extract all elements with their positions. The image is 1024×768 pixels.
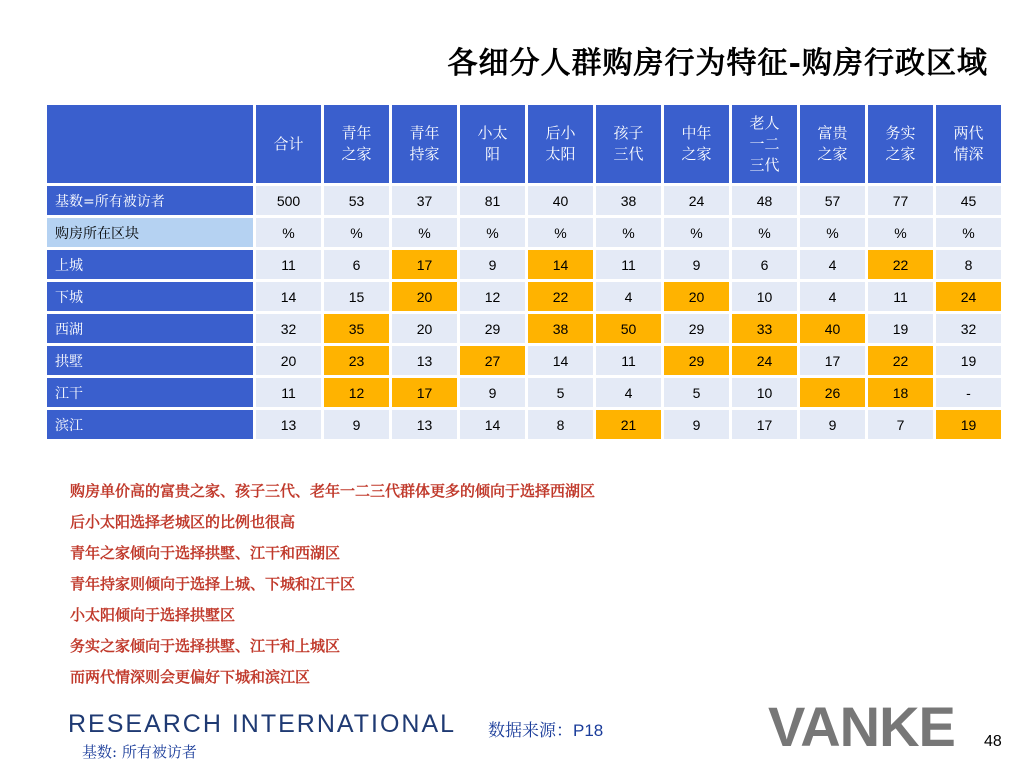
table-cell: 9: [800, 410, 865, 439]
table-row: [47, 346, 1001, 375]
table-cell: %: [392, 218, 457, 247]
table-cell: 4: [596, 378, 661, 407]
table-cell: 9: [324, 410, 389, 439]
table-cell: 53: [324, 186, 389, 215]
table-body: [47, 186, 1001, 439]
column-header: 两代 情深: [936, 105, 1001, 183]
table-cell: 45: [936, 186, 1001, 215]
table-cell: 6: [324, 250, 389, 279]
table-cell: %: [732, 218, 797, 247]
table-cell: %: [596, 218, 661, 247]
finding-item: 购房单价高的富贵之家、孩子三代、老年一二三代群体更多的倾向于选择西湖区: [70, 482, 596, 500]
table-cell: 17: [732, 410, 797, 439]
table-cell: 81: [460, 186, 525, 215]
finding-item: 而两代情深则会更偏好下城和滨江区: [70, 668, 311, 686]
table-cell: 26: [800, 378, 865, 407]
finding-item: 后小太阳选择老城区的比例也很高: [70, 513, 296, 531]
table-cell: 13: [392, 346, 457, 375]
table-cell: 77: [868, 186, 933, 215]
table-cell: 23: [324, 346, 389, 375]
table-cell: 8: [936, 250, 1001, 279]
column-header: 青年 持家: [392, 105, 457, 183]
table-cell: 19: [936, 346, 1001, 375]
table-cell: 22: [868, 346, 933, 375]
table-cell: 13: [392, 410, 457, 439]
table-cell: 29: [664, 346, 729, 375]
vanke-logo: VANKE: [768, 695, 955, 758]
table-cell: 6: [732, 250, 797, 279]
source-label: 数据来源：: [488, 721, 573, 741]
base-note: 基数: 所有被访者: [82, 743, 197, 761]
table-cell: 24: [664, 186, 729, 215]
table-cell: 32: [256, 314, 321, 343]
table-cell: %: [868, 218, 933, 247]
column-header: 合计: [256, 105, 321, 183]
table-cell: 17: [392, 250, 457, 279]
page-number: 48: [984, 733, 1002, 750]
row-label: 上城: [47, 250, 253, 279]
table-cell: 48: [732, 186, 797, 215]
finding-item: 务实之家倾向于选择拱墅、江干和上城区: [70, 637, 341, 655]
table-cell: %: [800, 218, 865, 247]
table-cell: 7: [868, 410, 933, 439]
table-cell: 17: [392, 378, 457, 407]
row-label: 江干: [47, 378, 253, 407]
page-title: 各细分人群购房行为特征-购房行政区域: [447, 46, 988, 81]
table-cell: %: [936, 218, 1001, 247]
table-cell: %: [256, 218, 321, 247]
segment-district-table: [44, 102, 1004, 442]
table-cell: 14: [256, 282, 321, 311]
table-cell: 5: [664, 378, 729, 407]
table-cell: 11: [256, 378, 321, 407]
column-header: 小太 阳: [460, 105, 525, 183]
table-cell: 19: [936, 410, 1001, 439]
table-cell: 12: [460, 282, 525, 311]
table-cell: 57: [800, 186, 865, 215]
table-cell: 40: [528, 186, 593, 215]
table-cell: 12: [324, 378, 389, 407]
table-cell: 22: [868, 250, 933, 279]
table-cell: 17: [800, 346, 865, 375]
table-cell: 10: [732, 282, 797, 311]
table-cell: 11: [596, 250, 661, 279]
row-label: 西湖: [47, 314, 253, 343]
table-cell: 35: [324, 314, 389, 343]
table-cell: %: [664, 218, 729, 247]
table-cell: 4: [800, 282, 865, 311]
finding-item: 小太阳倾向于选择拱墅区: [70, 606, 236, 624]
row-label: 下城: [47, 282, 253, 311]
column-header: 富贵 之家: [800, 105, 865, 183]
table-row: [47, 250, 1001, 279]
table-cell: 11: [596, 346, 661, 375]
table-cell: 9: [664, 410, 729, 439]
table-row: [47, 186, 1001, 215]
table-cell: 27: [460, 346, 525, 375]
table-cell: 9: [664, 250, 729, 279]
table-row: [47, 282, 1001, 311]
column-header: 青年 之家: [324, 105, 389, 183]
row-label: 购房所在区块: [47, 218, 253, 247]
column-header: 中年 之家: [664, 105, 729, 183]
finding-item: 青年之家倾向于选择拱墅、江干和西湖区: [70, 544, 341, 562]
table-cell: 29: [664, 314, 729, 343]
finding-item: 青年持家则倾向于选择上城、下城和江干区: [70, 575, 356, 593]
table-cell: 38: [596, 186, 661, 215]
table-cell: 20: [392, 314, 457, 343]
table-cell: 13: [256, 410, 321, 439]
table-cell: 14: [528, 250, 593, 279]
table-cell: 24: [732, 346, 797, 375]
table-cell: 4: [800, 250, 865, 279]
table-row: [47, 314, 1001, 343]
table-cell: 18: [868, 378, 933, 407]
table-cell: 37: [392, 186, 457, 215]
table-cell: 19: [868, 314, 933, 343]
table-cell: 9: [460, 378, 525, 407]
column-header: 老人 一二 三代: [732, 105, 797, 183]
table-cell: 500: [256, 186, 321, 215]
table-cell: 20: [256, 346, 321, 375]
table-cell: 15: [324, 282, 389, 311]
row-label: 滨江: [47, 410, 253, 439]
table-cell: 29: [460, 314, 525, 343]
data-source: [488, 716, 603, 741]
row-label: 基数=所有被访者: [47, 186, 253, 215]
table-cell: 50: [596, 314, 661, 343]
table-row: [47, 218, 1001, 247]
table-cell: 33: [732, 314, 797, 343]
table-cell: 8: [528, 410, 593, 439]
column-header: 孩子 三代: [596, 105, 661, 183]
table-cell: 14: [460, 410, 525, 439]
column-header: 后小 太阳: [528, 105, 593, 183]
table-cell: 21: [596, 410, 661, 439]
source-page: P18: [573, 721, 604, 740]
table-cell: 5: [528, 378, 593, 407]
table-cell: %: [460, 218, 525, 247]
table-cell: 20: [392, 282, 457, 311]
table-cell: 40: [800, 314, 865, 343]
table-cell: -: [936, 378, 1001, 407]
table-cell: 9: [460, 250, 525, 279]
row-label: 拱墅: [47, 346, 253, 375]
table-cell: %: [528, 218, 593, 247]
table-cell: 20: [664, 282, 729, 311]
table-cell: 4: [596, 282, 661, 311]
column-header: 务实 之家: [868, 105, 933, 183]
table-row: [47, 410, 1001, 439]
header-corner: [47, 105, 253, 183]
header-row: [47, 105, 1001, 183]
table-cell: 38: [528, 314, 593, 343]
table-cell: %: [324, 218, 389, 247]
table-cell: 32: [936, 314, 1001, 343]
table-header: [47, 105, 1001, 183]
table-cell: 11: [868, 282, 933, 311]
table-cell: 10: [732, 378, 797, 407]
table-cell: 24: [936, 282, 1001, 311]
table-cell: 22: [528, 282, 593, 311]
table-cell: 11: [256, 250, 321, 279]
table-cell: 14: [528, 346, 593, 375]
research-international-logo: RESEARCH INTERNATIONAL: [68, 710, 457, 738]
table-row: [47, 378, 1001, 407]
findings-list: [70, 476, 595, 693]
